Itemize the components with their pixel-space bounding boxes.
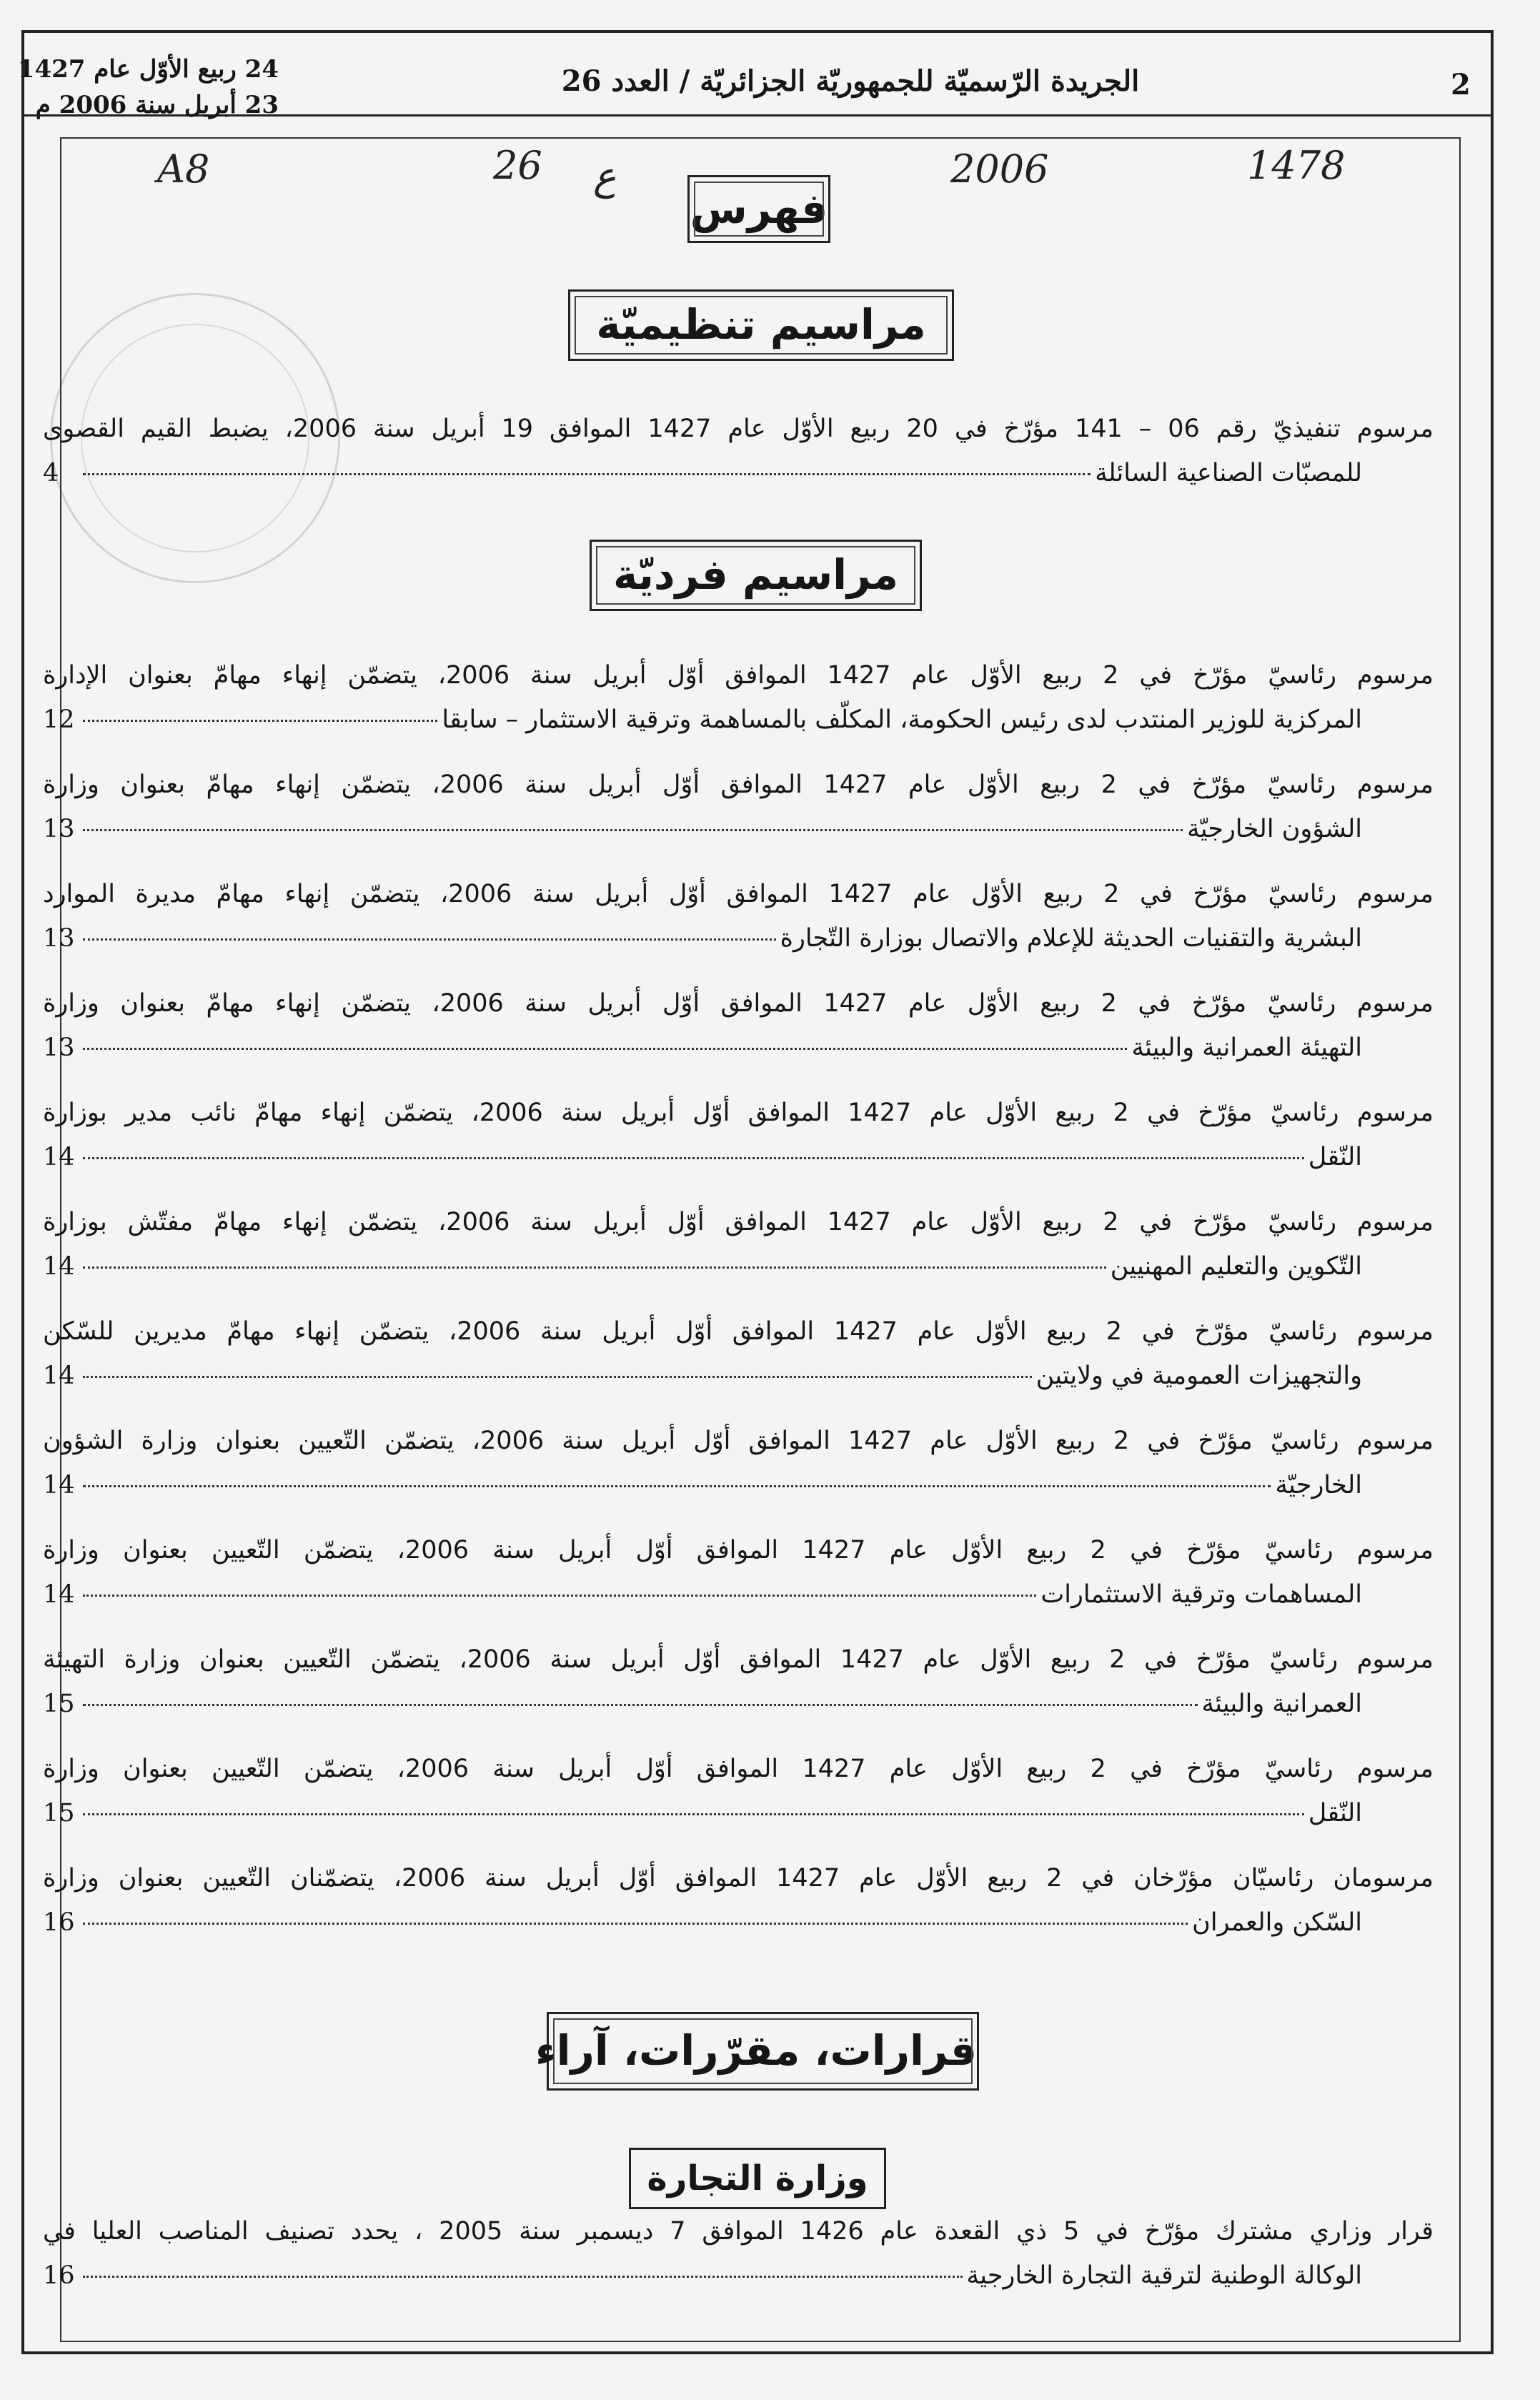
toc-entry <box>43 767 1434 847</box>
toc-entry-line2: النّقل <box>1308 1143 1362 1171</box>
toc-entry-line1: مرسوم رئاسيّ مؤرّخ في 2 ربيع الأوّل عام 1427 الموافق أوّل أبريل سنة 2006، يتضمّن التّعيين بعنوان وزارة الشؤون <box>43 1427 1434 1455</box>
toc-entry-line1: مرسوم تنفيذيّ رقم 06 – 141 مؤرّخ في 20 ربيع الأوّل عام 1427 الموافق 19 أبريل سنة 2006، يضبط القيم القصوى <box>43 415 1434 443</box>
toc-entry <box>43 1423 1434 1503</box>
toc-page-number: 15 <box>43 1799 75 1828</box>
toc-entry-line2: المساهمات وترقية الاستثمارات <box>1040 1580 1362 1609</box>
toc-page-number: 12 <box>43 705 75 734</box>
toc-entry-line2: السّكن والعمران <box>1192 1908 1362 1937</box>
section-ministry-trade: وزارة التجارة <box>629 2148 886 2209</box>
page-number: 2 <box>1451 68 1471 101</box>
toc-entry-line2: المركزية للوزير المنتدب لدى رئيس الحكومة، المكلّف بالمساهمة وترقية الاستثمار – سابقا <box>442 705 1362 734</box>
toc-entry <box>43 2213 1434 2294</box>
toc-entry-line2: التهيئة العمرانية والبيئة <box>1131 1033 1362 1062</box>
toc-entry <box>43 1095 1434 1175</box>
handwritten-note: ع <box>593 154 617 199</box>
dot-leader <box>83 829 1183 831</box>
handwritten-note: 2006 <box>950 147 1049 192</box>
toc-entry-line2: للمصبّات الصناعية السائلة <box>1095 459 1362 487</box>
dot-leader <box>83 1266 1106 1269</box>
dot-leader <box>83 1485 1271 1487</box>
index-title: فهرس <box>687 175 830 243</box>
dot-leader <box>83 2276 963 2278</box>
toc-entry-line2: والتجهيزات العمومية في ولايتين <box>1035 1362 1362 1390</box>
issue-date-hijri: 24 ربيع الأوّل عام 1427 <box>17 55 279 84</box>
toc-entry-line2: البشرية والتقنيات الحديثة للإعلام والاتصال بوزارة التّجارة <box>780 924 1362 953</box>
toc-entry <box>43 1314 1434 1394</box>
toc-entry <box>43 1860 1434 1940</box>
toc-entry-line1: مرسوم رئاسيّ مؤرّخ في 2 ربيع الأوّل عام 1427 الموافق أوّل أبريل سنة 2006، يتضمّن إنهاء مهامّ مديرة الموارد <box>43 880 1434 908</box>
toc-entry-line1: مرسوم رئاسيّ مؤرّخ في 2 ربيع الأوّل عام 1427 الموافق أوّل أبريل سنة 2006، يتضمّن إنهاء مهامّ مفتّش بوزارة <box>43 1208 1434 1236</box>
dot-leader <box>83 938 776 941</box>
handwritten-note: A8 <box>157 147 210 192</box>
dot-leader <box>83 1048 1127 1050</box>
toc-entry-line2: الوكالة الوطنية لترقية التجارة الخارجية <box>966 2261 1362 2290</box>
toc-entry-line1: مرسوم رئاسيّ مؤرّخ في 2 ربيع الأوّل عام 1427 الموافق أوّل أبريل سنة 2006، يتضمّن التّعيين بعنوان وزارة التهيئة <box>43 1645 1434 1674</box>
toc-entry-line2: النّقل <box>1308 1799 1362 1828</box>
toc-entry-line1: مرسوم رئاسيّ مؤرّخ في 2 ربيع الأوّل عام 1427 الموافق أوّل أبريل سنة 2006، يتضمّن إنهاء مهامّ مديرين للسّكن <box>43 1317 1434 1346</box>
dot-leader <box>83 1595 1036 1597</box>
toc-entry <box>43 1204 1434 1284</box>
toc-entry <box>43 411 1434 491</box>
dot-leader <box>83 1157 1304 1159</box>
toc-entry-line2: التّكوين والتعليم المهنيين <box>1110 1252 1362 1281</box>
toc-entry-line1: مرسوم رئاسيّ مؤرّخ في 2 ربيع الأوّل عام 1427 الموافق أوّل أبريل سنة 2006، يتضمّن إنهاء مهامّ بعنوان الإدارة <box>43 661 1434 690</box>
toc-entry-line2: الشؤون الخارجيّة <box>1187 815 1362 843</box>
toc-entry-line1: مرسوم رئاسيّ مؤرّخ في 2 ربيع الأوّل عام 1427 الموافق أوّل أبريل سنة 2006، يتضمّن إنهاء مهامّ بعنوان وزارة <box>43 989 1434 1018</box>
toc-page-number: 14 <box>43 1362 75 1390</box>
toc-entry <box>43 986 1434 1066</box>
issue-date-gregorian: 23 أبريل سنة 2006 م <box>35 91 279 119</box>
dot-leader <box>83 1923 1188 1925</box>
toc-entry-line1: مرسوم رئاسيّ مؤرّخ في 2 ربيع الأوّل عام 1427 الموافق أوّل أبريل سنة 2006، يتضمّن إنهاء مهامّ بعنوان وزارة <box>43 770 1434 799</box>
toc-page-number: 16 <box>43 1908 75 1937</box>
dot-leader <box>83 1813 1304 1815</box>
toc-page-number: 14 <box>43 1471 75 1499</box>
toc-page-number: 13 <box>43 815 75 843</box>
toc-page-number: 14 <box>43 1143 75 1171</box>
toc-page-number: 4 <box>43 459 59 487</box>
section-individual-decrees: مراسيم فرديّة <box>590 540 922 611</box>
section-decisions: قرارات، مقرّرات، آراء <box>547 2012 979 2091</box>
handwritten-note: 26 <box>493 143 542 188</box>
toc-entry <box>43 658 1434 738</box>
dot-leader <box>83 1704 1198 1706</box>
toc-entry-line2: الخارجيّة <box>1275 1471 1362 1499</box>
toc-page-number: 16 <box>43 2261 75 2290</box>
toc-entry <box>43 1642 1434 1722</box>
section-regulatory-decrees: مراسيم تنظيميّة <box>568 289 954 361</box>
gazette-title: الجريدة الرّسميّة للجمهوريّة الجزائريّة / العدد 26 <box>561 64 1140 98</box>
toc-entry-line1: مرسوم رئاسيّ مؤرّخ في 2 ربيع الأوّل عام 1427 الموافق أوّل أبريل سنة 2006، يتضمّن إنهاء مهامّ نائب مدير بوزارة <box>43 1099 1434 1127</box>
dot-leader <box>83 720 437 722</box>
toc-page-number: 13 <box>43 924 75 953</box>
dot-leader <box>83 1376 1032 1378</box>
dot-leader <box>83 473 1091 475</box>
toc-page-number: 13 <box>43 1033 75 1062</box>
issue-date <box>7 51 279 123</box>
toc-entry-line1: مرسوم رئاسيّ مؤرّخ في 2 ربيع الأوّل عام 1427 الموافق أوّل أبريل سنة 2006، يتضمّن التّعيين بعنوان وزارة <box>43 1536 1434 1565</box>
toc-entry-line2: العمرانية والبيئة <box>1201 1690 1362 1718</box>
toc-entry <box>43 1532 1434 1612</box>
handwritten-note: 1478 <box>1247 143 1346 188</box>
toc-entry <box>43 1751 1434 1831</box>
toc-entry-line1: مرسوم رئاسيّ مؤرّخ في 2 ربيع الأوّل عام 1427 الموافق أوّل أبريل سنة 2006، يتضمّن التّعيين بعنوان وزارة <box>43 1755 1434 1783</box>
toc-entry-line1: قرار وزاري مشترك مؤرّخ في 5 ذي القعدة عام 1426 الموافق 7 ديسمبر سنة 2005 ، يحدد تصنيف المناصب العليا في <box>43 2217 1434 2246</box>
toc-page-number: 14 <box>43 1252 75 1281</box>
toc-entry <box>43 876 1434 956</box>
toc-entry-line1: مرسومان رئاسيّان مؤرّخان في 2 ربيع الأوّل عام 1427 الموافق أوّل أبريل سنة 2006، يتضمّنان التّعيين بعنوان وزارة <box>43 1864 1434 1893</box>
toc-page-number: 15 <box>43 1690 75 1718</box>
toc-page-number: 14 <box>43 1580 75 1609</box>
